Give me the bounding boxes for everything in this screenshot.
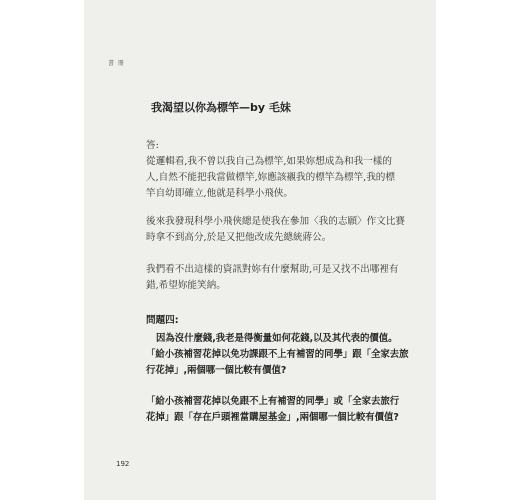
paragraph-line: 我們看不出這樣的資訊對妳有什麼幫助,可是又找不出哪裡有	[146, 264, 399, 275]
question-line: 「給小孩補習花掉以免跟不上有補習的同學」或「全家去旅行	[146, 396, 400, 407]
paragraph-line: 時拿不到高分,於是又把他改成先總統蔣公。	[146, 232, 332, 243]
paragraph-line: 後來我發現科學小飛俠總是使我在參加〈我的志願〉作文比賽	[146, 216, 406, 227]
answer-label: 答:	[146, 140, 159, 151]
question-line: 「給小孩補習花掉以免功課跟不上有補習的同學」跟「全家去旅	[146, 349, 409, 360]
running-head: 書 冊	[108, 60, 125, 67]
book-page	[84, 0, 436, 500]
paragraph-line: 人,自然不能把我當做標竿,妳應該襯我的標竿為標竿,我的標	[146, 172, 395, 183]
answer-paragraph-3	[146, 262, 418, 294]
answer-paragraph-1	[146, 154, 418, 202]
paragraph-line: 錯,希望妳能笑納。	[146, 280, 226, 291]
page-number: 192	[116, 460, 130, 468]
question-line: 因為沒什麼錢,我老是得衡量如何花錢,以及其代表的價值。	[156, 333, 398, 344]
paragraph-line: 從邏輯看,我不曾以我自己為標竿,如果妳想成為和我一樣的	[146, 156, 392, 167]
page-title: 我渴望以你為標竿—by 毛妹	[151, 101, 291, 114]
paragraph-line: 竿自幼即確立,他就是科學小飛俠。	[146, 188, 293, 199]
question-line: 花掉」跟「存在戶頭裡當購屋基金」,兩個哪一個比較有價值?	[146, 412, 399, 423]
question-label: 問題四:	[146, 315, 179, 326]
answer-paragraph-2	[146, 214, 418, 246]
question-line: 行花掉」,兩個哪一個比較有價值?	[146, 365, 287, 376]
